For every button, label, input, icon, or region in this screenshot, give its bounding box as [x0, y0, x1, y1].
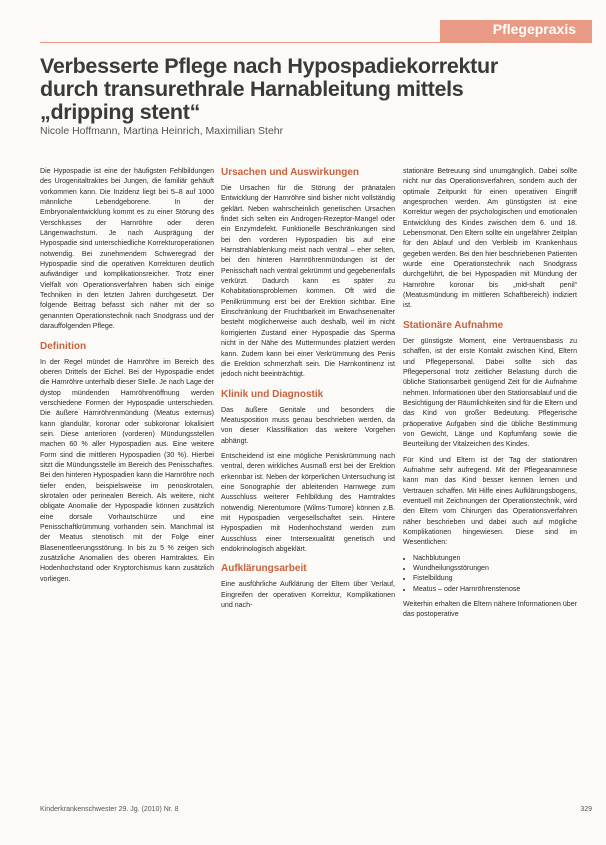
column-2 — [221, 167, 395, 616]
column-3 — [403, 167, 577, 626]
definition-paragraph: In der Regel mündet die Harnröhre im Bereich des oberen Drittels der Eichel. Bei der Hypospadie endet die Harnröhre unterhalb dieser Stelle. Je nach Lage der dystop mündenden Harnröhrenöffnung werden verschiedene Formen der Hypospadie unterschieden. Die äußere Harnröhrenmündung (Meatus externus) kann glandulär, koronar oder subkoronar lokalisiert sein. Diese anterioren (vorderen) Mündungsstellen machen 60 % aller Hypospadien aus. Eine weitere Form sind die mittleren Hypospadien (30 %). Hierbei sitzt die Mündungsstelle im Bereich des Penisschaftes. Bei den hinteren Hypospadien kann die Harnröhre noch tiefer enden, beispielsweise im penoskrotalen, skrotalen oder perinealen Bereich. Als weitere, nicht obligate Anomalie der Hypospadie können zusätzlich eine dorsale Vorhautschürze und eine Penisschaftkrümmung vorhanden sein. Manchmal ist der Meatus stenotisch mit der Folge einer Blasenentleerungsstörung. In bis zu 5 % zeigen sich zusätzliche Anomalien des oberen Harntraktes. Ein Hodenhochstand oder Kryptorchismus kann zusätzlich vorliegen. — [40, 358, 214, 583]
heading-aufklaerung: Aufklärungsarbeit — [221, 563, 307, 575]
closing-paragraph: Weiterhin erhalten die Eltern nähere Informationen über das postoperative — [403, 601, 577, 619]
article-authors: Nicole Hoffmann, Martina Heinrich, Maximilian Stehr — [40, 125, 284, 137]
complication-list — [403, 554, 577, 595]
rubric-label: Pflegepraxis — [492, 21, 576, 37]
list-item: • Fistelbildung — [413, 574, 577, 584]
list-item: • Meatus – oder Harnröhrenstenose — [413, 585, 577, 595]
stationaer-paragraph-1: Der günstigste Moment, eine Vertrauensbasis zu schaffen, ist der erste Kontakt zwischen Kind, Eltern und Pflegepersonal. Dabei sollte sich das Pflegepersonal trotz zeitlicher Belastung durch die übliche Stationsarbeit genügend Zeit für die Aufnahme nehmen. Informationen über den Stationsablauf und die Besichtigung der Räumlichkeiten sind für die Eltern und das Kind von großer Bedeutung. Pflegerische präoperative Aufgaben sind die übliche Bestimmung von Gewicht, Länge und Kopfumfang sowie die Beurteilung der Vitalzeichen des Kindes. — [403, 337, 577, 449]
footer-source: Kinderkrankenschwester 29. Jg. (2010) Nr. 8 — [40, 806, 179, 813]
title-line-1: Verbesserte Pflege nach Hypospadiekorrektur — [40, 54, 498, 78]
klinik-paragraph-2: Entscheidend ist eine mögliche Peniskrümmung nach ventral, deren wirkliches Ausmaß erst bei der Erektion erkennbar ist. Neben der körperlichen Untersuchung ist eine Sonographie der ableitenden Harnwege zum Ausschluss weiterer Fehlbildung des Harntraktes notwendig. Nierentumore (Wilms-Tumore) können z.B. mit Hypospadien vergesellschaftet sein. Hintere Hypospadien mit Hodenhochstand werden zum Ausschluss einer Intersexualität genetisch und endokrinologisch abgeklärt. — [221, 452, 395, 553]
title-line-3: „dripping stent“ — [40, 100, 201, 124]
list-item: • Wundheilungsstörungen — [413, 564, 577, 574]
title-line-2: durch transurethrale Harnableitung mittels — [40, 77, 464, 101]
rubric-bar — [440, 20, 592, 42]
heading-ursachen: Ursachen und Auswirkungen — [221, 167, 359, 178]
heading-klinik: Klinik und Diagnostik — [221, 388, 324, 400]
intro-paragraph: Die Hypospadie ist eine der häufigsten Fehlbildungen des Urogenitaltraktes bei Jungen, die familiär gehäuft vorkommen kann. Die Inzidenz liegt bei 5–8 auf 1000 männliche Lebendgeborene. In der Embryonalentwicklung kommt es zu einer Störung des Verschlusses der Harnröhre oder deren Längenwachstum. Je nach Ausprägung der Hypospadie sind unterschiedliche Korrekturoperationen notwendig. Bei zunehmendem Schweregrad der Hypospadie sind die operativen Korrekturen deutlich aufwändiger und komplikationsreicher. Trotz einer Vielfalt von Operationsverfahren haben sich einige Techniken in den letzten Jahren durchgesetzt. Der folgende Beitrag befasst sich näher mit der so genannten Operationstechnik nach Snodgrass und der darauffolgenden Pflege. — [40, 168, 214, 331]
heading-definition: Definition — [40, 340, 87, 352]
page-number: 329 — [580, 806, 592, 813]
top-rule — [40, 42, 592, 43]
ursachen-paragraph: Die Ursachen für die Störung der pränatalen Entwicklung der Harnröhre sind bisher nicht vollständig geklärt. Neben wahrscheinlich genetischen Ursachen findet sich selten ein Androgen-Rezeptor-Mangel oder ein Enzymdefekt. Funktionelle Beschränkungen sind bei den vorderen Hypospadien bis auf eine Harnstrahlablenkung meist nach ventral – eher selten, bei den hinteren Harnröhrenmündungen ist der Penisschaft nach ventral gekrümmt und gegebenenfalls verkürzt. Dadurch kann es später zu Kohabitationsproblemen kommen. Oft wird die Penilkrümmung erst bei der Erektion sichtbar. Eine Einschränkung der Fruchtbarkeit im Erwachsenenalter besteht möglicherweise auch deshalb, weil im nicht korrigierten Zustand einer Hypospadie das Sperma nicht in der Nähe des Muttermundes platziert werden kann. Zudem kann bei einer Verkrümmung des Penis die Erektion schmerzhaft sein. Die Harnkontinenz ist jedoch nicht beeinträchtigt. — [221, 185, 395, 379]
continuation-paragraph: stationäre Betreuung sind unumgänglich. Dabei sollte nicht nur das Operationsverfahren, sondern auch der optimale Zeitpunkt für einen operativen Eingriff angesprochen werden. Am günstigsten ist eine Korrektur wegen der psychologischen und emotionalen Entwicklung des Kindes zwischen dem 6. und 18. Lebensmonat. Den Eltern sollte ein ungefährer Zeitplan für den Ablauf und den Verbleib im Krankenhaus gegeben werden. Bei den hier beschriebenen Patienten wurde eine Operationstechnik nach Snodgrass durchgeführt, die bei Hypospadien mit Mündung der Harnröhre koronar bis „mid-shaft penil“ (Meatusmündung im mittleren Schaftbereich) indiziert ist. — [403, 168, 577, 310]
article-title — [40, 55, 580, 124]
klinik-paragraph-1: Das äußere Genitale und besonders die Meatusposition muss genau beschrieben werden, da von dieser Klassifikation das weitere Vorgehen abhängt. — [221, 406, 395, 445]
stationaer-paragraph-2: Für Kind und Eltern ist der Tag der stationären Aufnahme sehr aufregend. Mit der Pflegeanamnese kann man das Kind besser kennen lernen und Vertrauen schaffen. Mit Hilfe eines Aufklärungsbogens, eventuell mit Zeichnungen der Operationstechnik, wird den Eltern vom Chirurgen das Operationsverfahren näher beschrieben und dabei auch auf mögliche Komplikationen hingewiesen. Diese sind im Wesentlichen: — [403, 456, 577, 547]
heading-stationaer: Stationäre Aufnahme — [403, 319, 504, 331]
list-item: • Nachblutungen — [413, 554, 577, 564]
aufklaerung-paragraph: Eine ausführliche Aufklärung der Eltern über Verlauf, Eingreifen der operativen Korrektur, Komplikationen und nach- — [221, 581, 395, 610]
column-1 — [40, 167, 214, 590]
